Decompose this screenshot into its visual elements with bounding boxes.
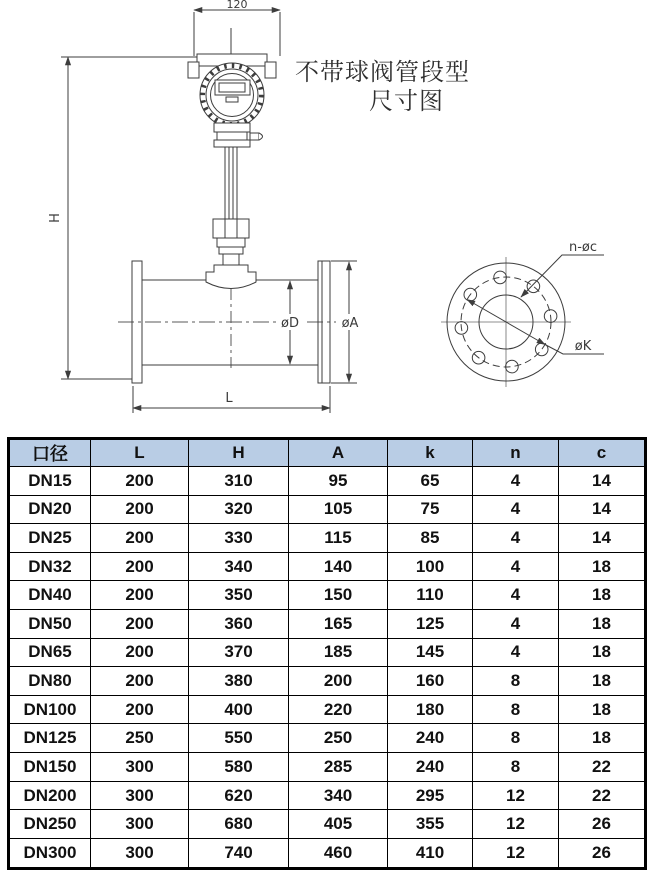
table-cell: 105	[289, 495, 388, 524]
table-cell: DN80	[9, 667, 91, 696]
drawing-area	[0, 0, 650, 437]
table-cell: 400	[189, 695, 289, 724]
table-cell: 300	[91, 781, 189, 810]
dim-width-group	[194, 10, 280, 56]
table-cell: 310	[189, 467, 289, 496]
table-cell: 285	[289, 753, 388, 782]
table-cell: 8	[473, 667, 559, 696]
table-cell: 165	[289, 610, 388, 639]
flange-bolt-holes-label: n-øc	[568, 240, 598, 255]
column-header: c	[559, 439, 646, 467]
table-cell: 22	[559, 753, 646, 782]
table-row	[9, 810, 646, 839]
table-cell: DN65	[9, 638, 91, 667]
table-cell: 300	[91, 753, 189, 782]
table-cell: 150	[289, 581, 388, 610]
table-cell: 200	[91, 495, 189, 524]
dim-label-120: 120	[226, 0, 248, 11]
table-row	[9, 724, 646, 753]
table-cell: 95	[289, 467, 388, 496]
sensor-stem	[213, 123, 263, 265]
table-cell: DN250	[9, 810, 91, 839]
table-cell: 12	[473, 810, 559, 839]
dim-label-l: L	[225, 391, 233, 406]
table-cell: 200	[91, 695, 189, 724]
bolt-hole	[527, 280, 540, 293]
table-cell: 200	[289, 667, 388, 696]
table-cell: 115	[289, 524, 388, 553]
table-cell: 180	[388, 695, 473, 724]
table-cell: 620	[189, 781, 289, 810]
dim-label-h: H	[48, 213, 63, 223]
table-cell: 14	[559, 524, 646, 553]
table-cell: 18	[559, 552, 646, 581]
table-cell: 370	[189, 638, 289, 667]
table-cell: 360	[189, 610, 289, 639]
table-cell: 4	[473, 495, 559, 524]
column-header: k	[388, 439, 473, 467]
table-cell: DN20	[9, 495, 91, 524]
table-cell: 340	[289, 781, 388, 810]
table-cell: 200	[91, 524, 189, 553]
table-cell: 65	[388, 467, 473, 496]
table-cell: 460	[289, 838, 388, 868]
table-cell: 200	[91, 610, 189, 639]
table-cell: 740	[189, 838, 289, 868]
drawing-title-line2: 尺寸图	[369, 88, 444, 115]
table-cell: 185	[289, 638, 388, 667]
cable-entry-spout	[250, 133, 259, 140]
drawing-title	[288, 58, 470, 116]
table-cell: DN125	[9, 724, 91, 753]
table-cell: 125	[388, 610, 473, 639]
table-row	[9, 753, 646, 782]
dim-label-a: øA	[341, 316, 359, 331]
table-row	[9, 838, 646, 868]
table-row	[9, 552, 646, 581]
table-cell: DN300	[9, 838, 91, 868]
table-row	[9, 610, 646, 639]
table-cell: 160	[388, 667, 473, 696]
table-cell: DN150	[9, 753, 91, 782]
table-row	[9, 495, 646, 524]
table-body	[9, 467, 646, 869]
table-row	[9, 467, 646, 496]
column-header: H	[189, 439, 289, 467]
table-cell: 18	[559, 610, 646, 639]
table-cell: 295	[388, 781, 473, 810]
table-cell: DN40	[9, 581, 91, 610]
bolt-holes-leader	[521, 255, 604, 297]
dim-height-group	[61, 57, 197, 379]
table-cell: DN50	[9, 610, 91, 639]
table-cell: 8	[473, 695, 559, 724]
table-cell: 250	[91, 724, 189, 753]
table-cell: DN100	[9, 695, 91, 724]
table-cell: 380	[189, 667, 289, 696]
column-header: 口径	[9, 439, 91, 467]
table-row	[9, 524, 646, 553]
table-cell: 320	[189, 495, 289, 524]
table-cell: 580	[189, 753, 289, 782]
table-cell: 200	[91, 552, 189, 581]
table-cell: 355	[388, 810, 473, 839]
table-cell: 680	[189, 810, 289, 839]
column-header: L	[91, 439, 189, 467]
table-row	[9, 638, 646, 667]
table-cell: 75	[388, 495, 473, 524]
table-head	[9, 439, 646, 467]
flange-face-view	[441, 255, 604, 387]
table-cell: 4	[473, 610, 559, 639]
table-cell: DN15	[9, 467, 91, 496]
table-cell: DN200	[9, 781, 91, 810]
table-cell: 26	[559, 810, 646, 839]
table-cell: 330	[189, 524, 289, 553]
table-row	[9, 581, 646, 610]
dim-label-d: øD	[281, 316, 299, 331]
table-cell: 145	[388, 638, 473, 667]
table-cell: 8	[473, 753, 559, 782]
table-cell: 4	[473, 467, 559, 496]
table-cell: 220	[289, 695, 388, 724]
table-cell: 300	[91, 838, 189, 868]
table-cell: 14	[559, 495, 646, 524]
table-row	[9, 695, 646, 724]
column-header: A	[289, 439, 388, 467]
table-cell: 200	[91, 667, 189, 696]
table-cell: 4	[473, 638, 559, 667]
table-cell: 300	[91, 810, 189, 839]
table-cell: 22	[559, 781, 646, 810]
table-cell: 240	[388, 753, 473, 782]
table-cell: 405	[289, 810, 388, 839]
table-cell: 4	[473, 524, 559, 553]
dimension-table	[7, 437, 647, 870]
table-cell: 550	[189, 724, 289, 753]
table-header-row	[9, 439, 646, 467]
transmitter-head	[188, 28, 276, 127]
table-cell: 18	[559, 724, 646, 753]
table-cell: DN32	[9, 552, 91, 581]
hex-coupling	[213, 219, 249, 238]
table-cell: 8	[473, 724, 559, 753]
table-cell: 410	[388, 838, 473, 868]
table-cell: 4	[473, 581, 559, 610]
table-cell: DN25	[9, 524, 91, 553]
table-cell: 200	[91, 581, 189, 610]
table-cell: 18	[559, 695, 646, 724]
table-cell: 18	[559, 581, 646, 610]
table-cell: 350	[189, 581, 289, 610]
table-cell: 240	[388, 724, 473, 753]
table-cell: 340	[189, 552, 289, 581]
table-cell: 85	[388, 524, 473, 553]
table-cell: 14	[559, 467, 646, 496]
table-cell: 18	[559, 638, 646, 667]
mounting-saddle	[206, 265, 256, 289]
table-row	[9, 781, 646, 810]
drawing-title-line1: 不带球阀管段型	[295, 59, 470, 86]
table-cell: 18	[559, 667, 646, 696]
table-cell: 12	[473, 838, 559, 868]
table-cell: 250	[289, 724, 388, 753]
column-header: n	[473, 439, 559, 467]
table-area	[7, 437, 644, 870]
table-cell: 100	[388, 552, 473, 581]
table-cell: 200	[91, 638, 189, 667]
table-cell: 26	[559, 838, 646, 868]
table-cell: 110	[388, 581, 473, 610]
table-cell: 140	[289, 552, 388, 581]
table-cell: 12	[473, 781, 559, 810]
table-cell: 200	[91, 467, 189, 496]
table-cell: 4	[473, 552, 559, 581]
table-row	[9, 667, 646, 696]
flange-bolt-circle-label: øK	[574, 339, 592, 354]
